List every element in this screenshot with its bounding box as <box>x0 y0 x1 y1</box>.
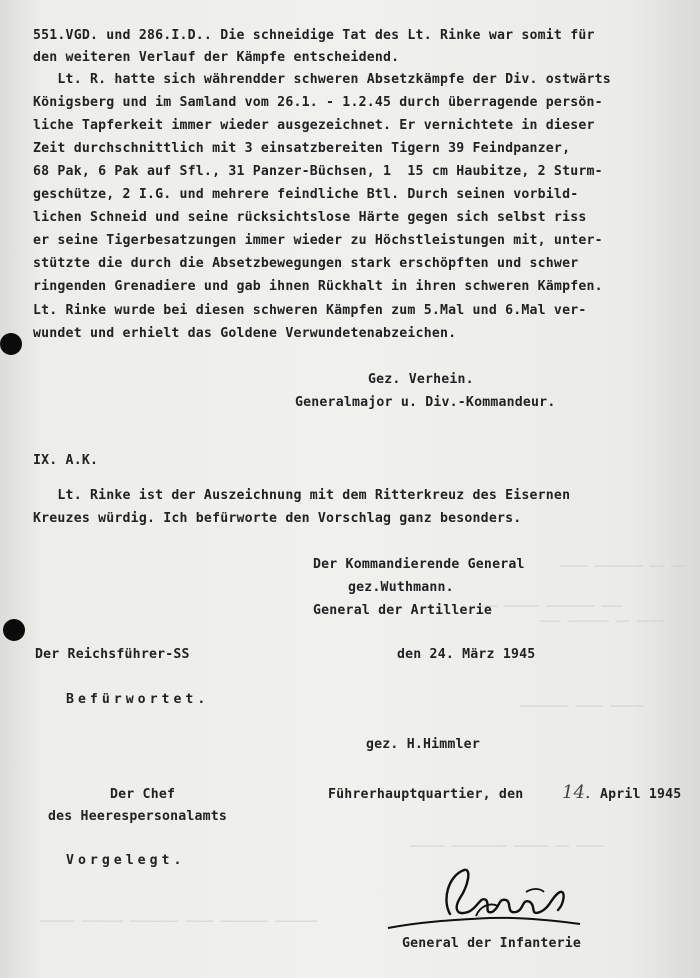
punch-hole-bottom <box>3 619 25 641</box>
corps-signature-name: gez.Wuthmann. <box>348 580 454 595</box>
corps-signature-rank: General der Artillerie <box>313 603 493 618</box>
rfss-date: den 24. März 1945 <box>397 647 536 662</box>
body-line: geschütze, 2 I.G. und mehrere feindliche Btl. Durch seinen vorbild- <box>33 187 579 202</box>
body-line: den weiteren Verlauf der Kämpfe entscheidend. <box>33 50 400 65</box>
body-line: Lt. R. hatte sich währendder schweren Absetzkämpfe der Div. ostwärts <box>33 72 611 87</box>
chef-rank: General der Infanterie <box>402 936 582 951</box>
rfss-remark: Befürwortet. <box>66 692 210 707</box>
body-line: liche Tapferkeit immer wieder ausgezeichnet. Er vernichtete in dieser <box>33 118 595 133</box>
handwritten-signature <box>380 862 590 942</box>
body-line: 551.VGD. und 286.I.D.. Die schneidige Tat des Lt. Rinke war somit für <box>33 28 595 43</box>
body-line: er seine Tigerbesatzungen immer wieder zu Höchstleistungen mit, unter- <box>33 233 603 248</box>
handwritten-day: 14. <box>562 782 591 803</box>
corps-text-line: Kreuzes würdig. Ich befürworte den Vorschlag ganz besonders. <box>33 511 522 526</box>
div-signature-name: Gez. Verhein. <box>368 372 474 387</box>
rfss-signature: gez. H.Himmler <box>366 737 480 752</box>
body-line: Königsberg und im Samland vom 26.1. - 1.2.45 durch überragende persön- <box>33 95 603 110</box>
corps-text-line: Lt. Rinke ist der Auszeichnung mit dem Ritterkreuz des Eisernen <box>33 488 571 503</box>
div-signature-rank: Generalmajor u. Div.-Kommandeur. <box>295 395 556 410</box>
corps-heading: IX. A.K. <box>33 453 99 468</box>
chef-remark: Vorgelegt. <box>66 853 186 868</box>
body-line: Lt. Rinke wurde bei diesen schweren Kämpfen zum 5.Mal und 6.Mal ver- <box>33 303 587 318</box>
corps-signature-title: Der Kommandierende General <box>313 557 525 572</box>
punch-hole-top <box>0 333 22 355</box>
body-line: 68 Pak, 6 Pak auf Sfl., 31 Panzer-Büchsen, 1 15 cm Haubitze, 2 Sturm- <box>33 164 603 179</box>
body-line: ringenden Grenadiere und gab ihnen Rückhalt in ihren schweren Kämpfen. <box>33 279 603 294</box>
body-line: wundet und erhielt das Goldene Verwundetenabzeichen. <box>33 326 457 341</box>
body-line: lichen Schneid und seine rücksichtslose Härte gegen sich selbst riss <box>33 210 587 225</box>
chef-month-year: April 1945 <box>600 787 682 802</box>
chef-title: Der Chef <box>110 787 176 802</box>
rfss-label: Der Reichsführer-SS <box>35 647 190 662</box>
document-page: ──── ─────── ── ── ──── ───── ─────── ─── ─── ────── ── ──── ─────── ──── ───── ───── ──────── ───── ── ──── ───── ────── ─────── ──── ─────── ────── 551.VGD. und 286.I.D.. Die schneidige Tat des Lt. Rinke war somit für den weiteren Verlauf der Kämpfe entscheidend. Lt. R. hatte sich währendder schweren Absetzkämpfe der Div. ostwärts Königsberg und im Samland vom 26.1. - 1.2.45 durch überragende persön- liche Tapferkeit immer wieder ausgezeichnet. Er vernichtete in dieser Zeit durchschnittlich mit 3 einsatzbereiten Tigern 39 Feindpanzer, 68 Pak, 6 Pak auf Sfl., 31 Panzer-Büchsen, 1 15 cm Haubitze, 2 Sturm- geschütze, 2 I.G. und mehrere feindliche Btl. Durch seinen vorbild- lichen Schneid und seine rücksichtslose Härte gegen sich selbst riss er seine Tigerbesatzungen immer wieder zu Höchstleistungen mit, unter- stützte die durch die Absetzbewegungen stark erschöpften und schwer ringenden Grenadiere und gab ihnen Rückhalt in ihren schweren Kämpfen. Lt. Rinke wurde bei diesen schweren Kämpfen zum 5.Mal und 6.Mal ver- wundet und erhielt das Goldene Verwundetenabzeichen. Gez. Verhein. Generalmajor u. Div.-Kommandeur. IX. A.K. Lt. Rinke ist der Auszeichnung mit dem Ritterkreuz des Eisernen Kreuzes würdig. Ich befürworte den Vorschlag ganz besonders. Der Kommandierende General gez.Wuthmann. General der Artillerie Der Reichsführer-SS den 24. März 1945 Befürwortet. gez. H.Himmler Der Chef des Heerespersonalamts Führerhauptquartier, den 14. April 1945 Vorgelegt. General der Infanterie <box>0 0 700 978</box>
body-line: stützte die durch die Absetzbewegungen stark erschöpften und schwer <box>33 256 579 271</box>
chef-office: des Heerespersonalamts <box>48 809 228 824</box>
chef-place: Führerhauptquartier, den <box>328 787 524 802</box>
body-line: Zeit durchschnittlich mit 3 einsatzbereiten Tigern 39 Feindpanzer, <box>33 141 571 156</box>
